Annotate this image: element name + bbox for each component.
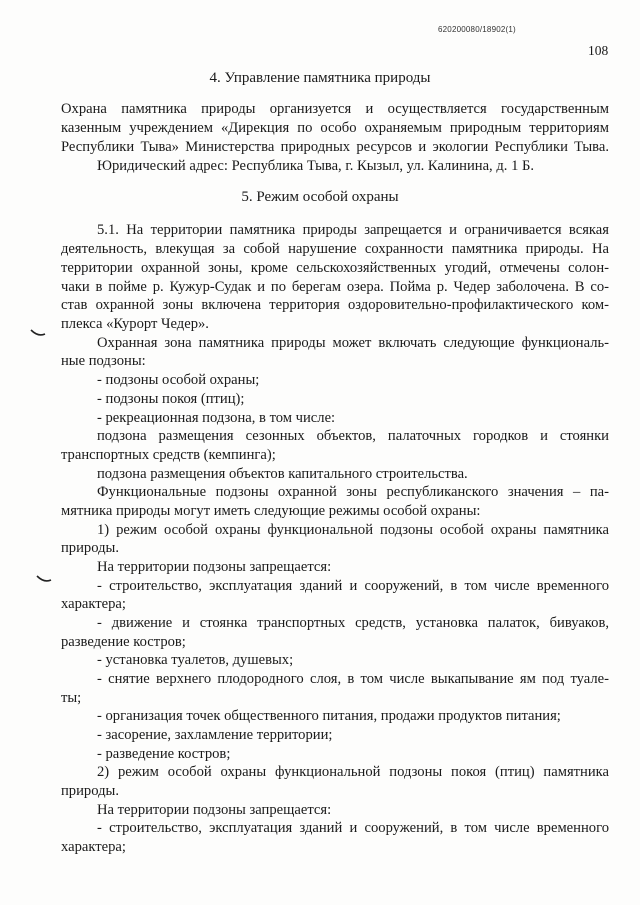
list-item: - подзоны покоя (птиц); (97, 391, 245, 407)
list-item: - рекреационная подзона, в том числе: (97, 410, 336, 426)
list-item: - движение и стоянка транспортных средств, установка палаток, бивуаков, (97, 615, 609, 631)
page-number: 108 (588, 43, 609, 58)
paragraph-line: подзона размещения объектов капитального строительства. (97, 466, 468, 482)
list-item: - снятие верхнего плодородного слоя, в том числе выкапывание ям под туале- (97, 671, 609, 687)
paragraph-line: подзона размещения сезонных объектов, палаточных городков и стоянки (97, 428, 609, 444)
document-number: 620200080/18902(1) (438, 25, 516, 34)
list-item: - строительство, эксплуатация зданий и сооружений, в том числе временного (97, 820, 609, 836)
paragraph-line: плекса «Курорт Чедер». (61, 316, 209, 332)
paragraph-line: территории охранной зоны, кроме сельскохозяйственных угодий, отмечены солон- (61, 260, 609, 276)
list-item: - установка туалетов, душевых; (97, 652, 294, 668)
paragraph-line: став охранной зоны включена территория оздоровительно-профилактического ком- (61, 297, 609, 313)
paragraph-line: природы. (61, 783, 119, 799)
paragraph-line: 2) режим особой охраны функциональной подзоны покоя (птиц) памятника (97, 764, 609, 780)
paragraph-line: мятника природы могут иметь следующие режимы особой охраны: (61, 503, 481, 519)
paragraph-line: казенным учреждением «Дирекция по особо охраняемым природным территориям (61, 120, 609, 136)
paragraph-line: характера; (61, 839, 126, 855)
paragraph-line: природы. (61, 540, 119, 556)
paragraph-line: чаки в пойме р. Кужур-Судак и по берегам озера. Пойма р. Чедер заболочена. В со- (61, 279, 609, 295)
paragraph-line: ные подзоны: (61, 353, 146, 369)
paragraph-line: Охрана памятника природы организуется и осуществляется государственным (61, 101, 609, 117)
list-item: - строительство, эксплуатация зданий и сооружений, в том числе временного (97, 578, 609, 594)
paragraph-line: разведение костров; (61, 634, 186, 650)
list-item: - подзоны особой охраны; (97, 372, 260, 388)
section-4-title: 4. Управление памятника природы (209, 70, 431, 86)
paragraph-line: Функциональные подзоны охранной зоны республиканского значения – па- (97, 484, 609, 500)
paragraph-line: На территории подзоны запрещается: (97, 802, 332, 818)
paragraph-line: Юридический адрес: Республика Тыва, г. Кызыл, ул. Калинина, д. 1 Б. (97, 158, 535, 174)
binder-mark-icon (36, 575, 52, 583)
list-item: - организация точек общественного питания, продажи продуктов питания; (97, 708, 561, 724)
binder-mark-icon (30, 329, 46, 337)
section-5-title: 5. Режим особой охраны (241, 189, 399, 205)
paragraph-line: 5.1. На территории памятника природы запрещается и ограничивается всякая (97, 222, 609, 238)
paragraph-line: Республики Тыва» Министерства природных ресурсов и экологии Республики Тыва. (61, 139, 609, 155)
paragraph-line: транспортных средств (кемпинга); (61, 447, 276, 463)
paragraph-line: 1) режим особой охраны функциональной подзоны особой охраны памятника (97, 522, 609, 538)
list-item: - засорение, захламление территории; (97, 727, 333, 743)
paragraph-line: характера; (61, 596, 126, 612)
paragraph-line: деятельность, влекущая за собой нарушение сохранности памятника природы. На (61, 241, 609, 257)
paragraph-line: На территории подзоны запрещается: (97, 559, 332, 575)
paragraph-line: Охранная зона памятника природы может включать следующие функциональ- (97, 335, 609, 351)
paragraph-line: ты; (61, 690, 82, 706)
list-item: - разведение костров; (97, 746, 231, 762)
